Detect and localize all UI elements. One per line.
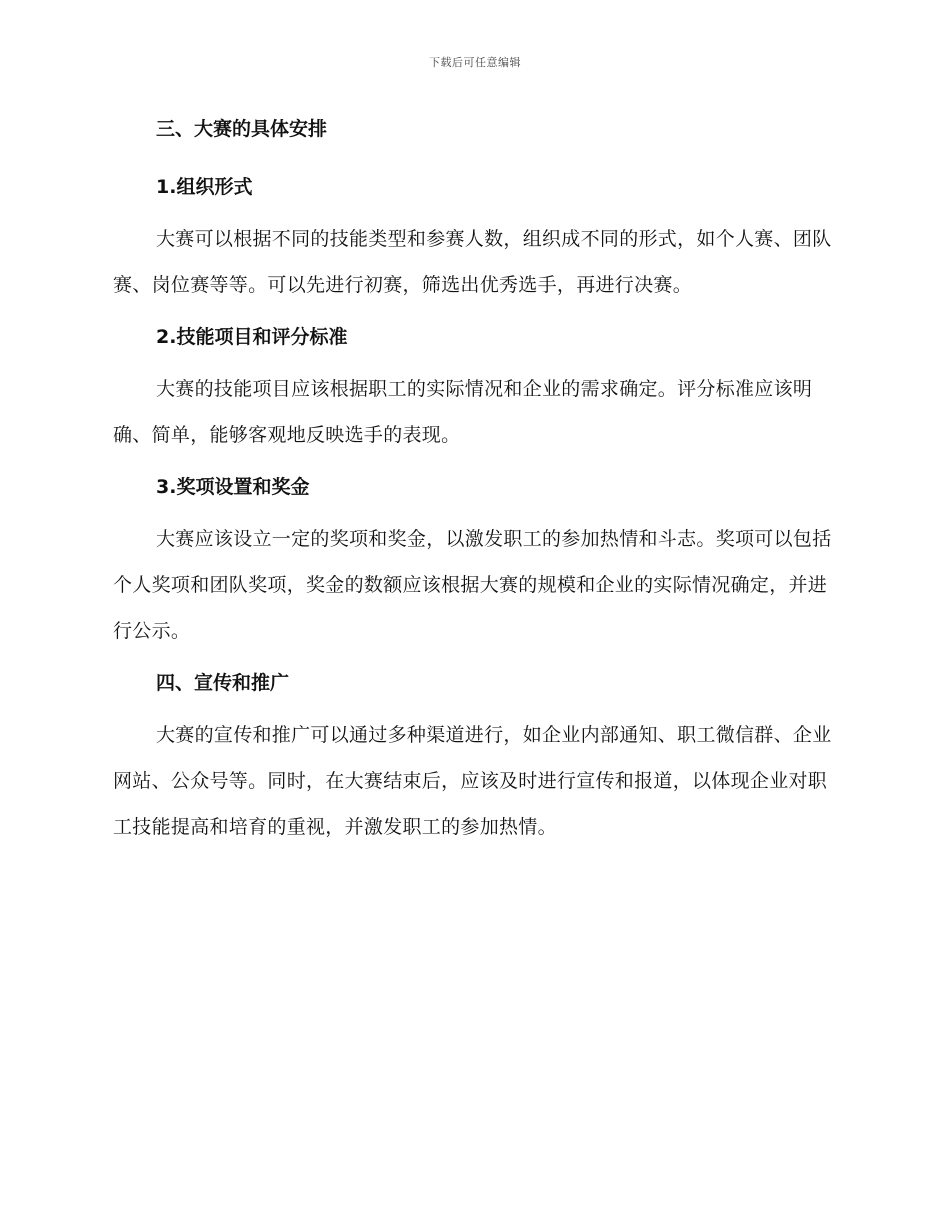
- section-4-paragraph: 大赛的宣传和推广可以通过多种渠道进行，如企业内部通知、职工微信群、企业网站、公众号等。同时，在大赛结束后，应该及时进行宣传和报道，以体现企业对职工技能提高和培育的重视，并激发职工的参加热情。: [113, 724, 832, 838]
- section-3-heading: 三、大赛的具体安排: [156, 118, 328, 140]
- page-header-note: 下载后可任意编辑: [429, 56, 521, 69]
- subsection-2-paragraph: 大赛的技能项目应该根据职工的实际情况和企业的需求确定。评分标准应该明确、简单，能够客观地反映选手的表现。: [113, 378, 813, 446]
- subsection-3-paragraph: 大赛应该设立一定的奖项和奖金，以激发职工的参加热情和斗志。奖项可以包括个人奖项和团队奖项，奖金的数额应该根据大赛的规模和企业的实际情况确定，并进行公示。: [113, 528, 832, 642]
- subsection-1-heading: 1.组织形式: [156, 176, 253, 198]
- document-body: [113, 112, 833, 850]
- section-4-heading: 四、宣传和推广: [156, 672, 290, 694]
- subsection-3-heading: 3.奖项设置和奖金: [156, 476, 310, 498]
- subsection-1-paragraph: 大赛可以根据不同的技能类型和参赛人数，组织成不同的形式，如个人赛、团队赛、岗位赛等等。可以先进行初赛，筛选出优秀选手，再进行决赛。: [113, 228, 832, 296]
- subsection-2-heading: 2.技能项目和评分标准: [156, 326, 348, 348]
